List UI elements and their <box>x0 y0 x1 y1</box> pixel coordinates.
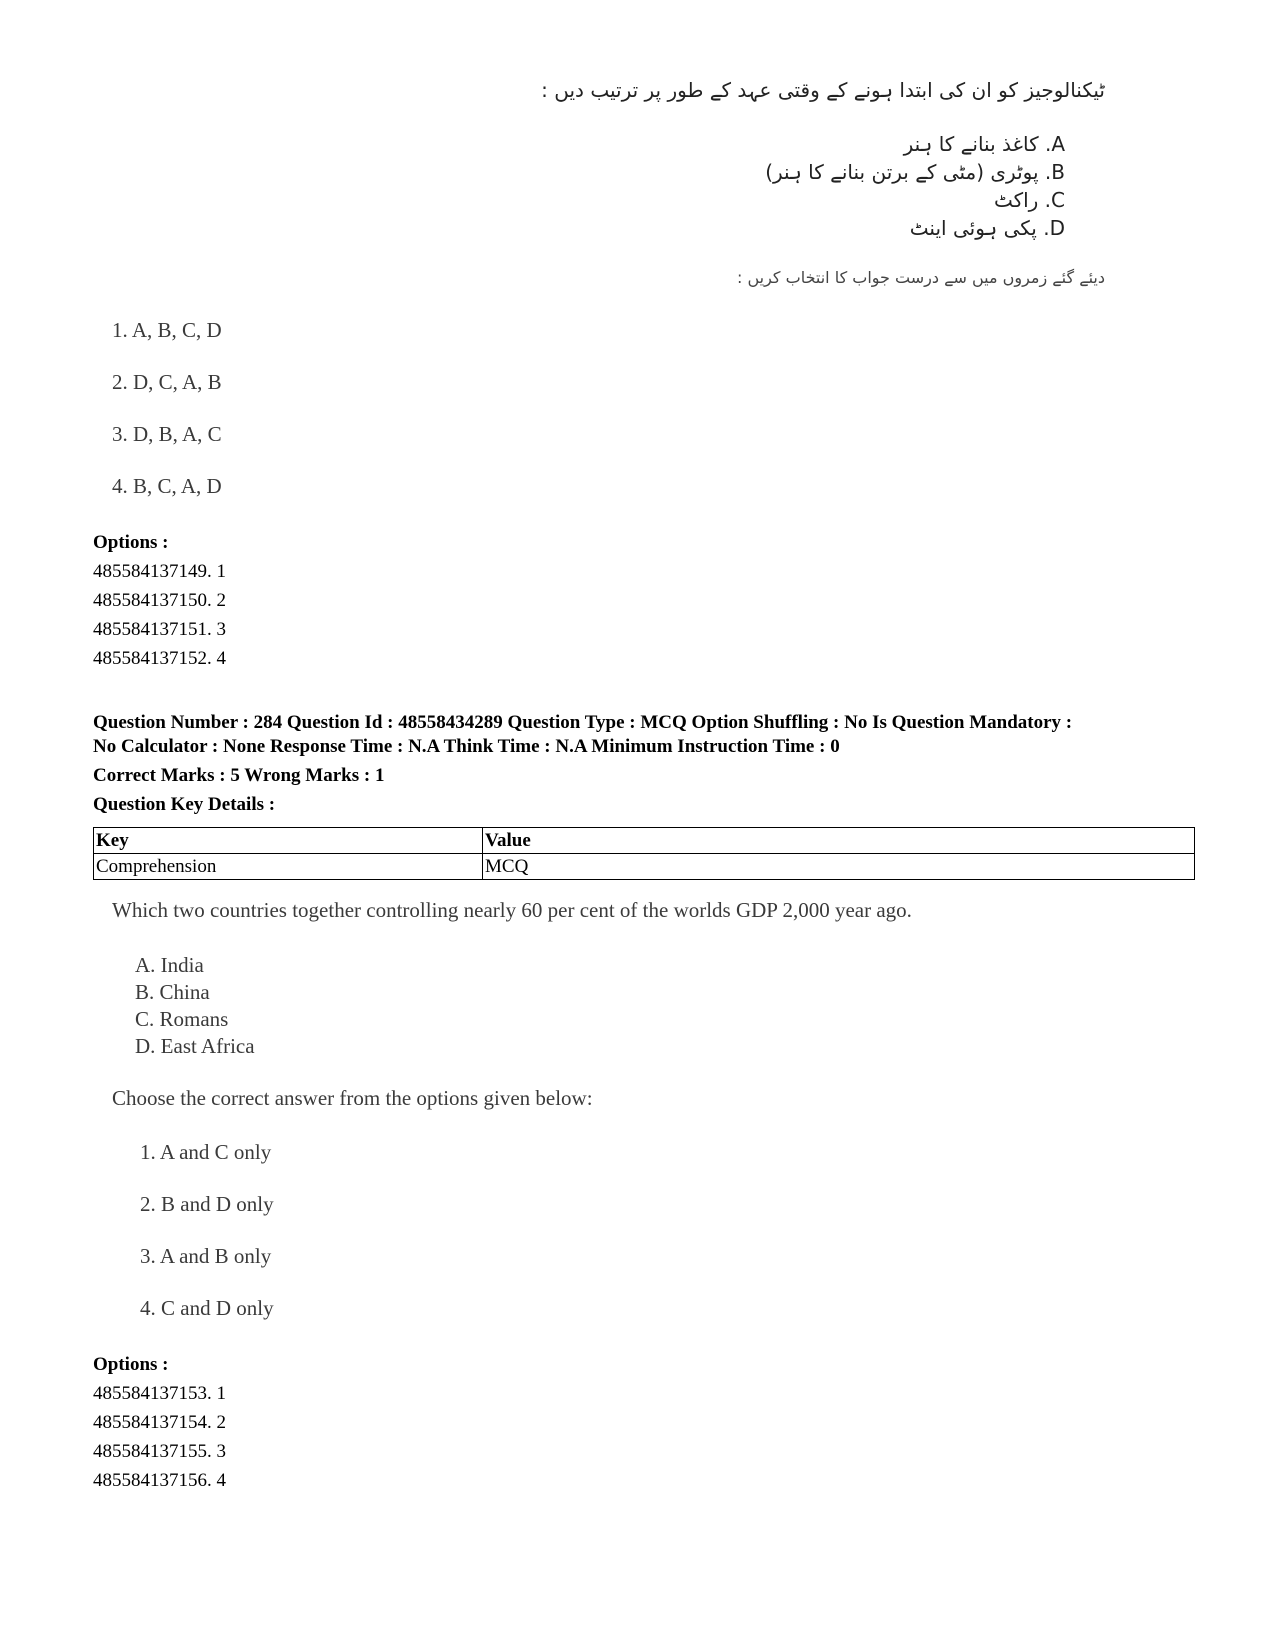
q283-choice-4: 4. B, C, A, D <box>112 474 222 498</box>
table-row <box>94 854 1195 880</box>
q283-option-4: 485584137152. 4 <box>93 648 226 669</box>
q283-options-label: Options : <box>93 532 169 553</box>
question-meta-line-2: No Calculator : None Response Time : N.A Think Time : N.A Minimum Instruction Time : 0 <box>93 736 840 757</box>
q284-item-d: D. East Africa <box>135 1034 255 1058</box>
q283-choice-2: 2. D, C, A, B <box>112 370 222 394</box>
table-cell-value: MCQ <box>483 854 1195 880</box>
table-cell-key: Comprehension <box>94 854 483 880</box>
q283-option-3: 485584137151. 3 <box>93 619 226 640</box>
q283-choice-3: 3. D, B, A, C <box>112 422 222 446</box>
urdu-item-c: C. راکٹ <box>993 188 1065 212</box>
urdu-question-text: ٹیکنالوجیز کو ان کی ابتدا ہونے کے وقتی عہد کے طور پر ترتیب دیں : <box>541 78 1105 102</box>
q283-option-2: 485584137150. 2 <box>93 590 226 611</box>
q284-choice-3: 3. A and B only <box>140 1244 272 1268</box>
q283-choice-1: 1. A, B, C, D <box>112 318 222 342</box>
table-header-key: Key <box>94 828 483 854</box>
q284-instruction: Choose the correct answer from the options given below: <box>112 1086 593 1110</box>
q284-item-a: A. India <box>135 953 204 977</box>
q284-option-4: 485584137156. 4 <box>93 1470 226 1491</box>
q284-choice-2: 2. B and D only <box>140 1192 274 1216</box>
urdu-item-a: A. کاغذ بنانے کا ہنر <box>903 132 1065 156</box>
question-meta-line-1: Question Number : 284 Question Id : 48558434289 Question Type : MCQ Option Shuffling : No Is Question Mandatory : <box>93 712 1073 733</box>
urdu-item-b: B. پوٹری (مٹی کے برتن بنانے کا ہنر) <box>765 160 1065 184</box>
q284-option-2: 485584137154. 2 <box>93 1412 226 1433</box>
q284-question-text: Which two countries together controlling nearly 60 per cent of the worlds GDP 2,000 year ago. <box>112 898 912 922</box>
q284-option-3: 485584137155. 3 <box>93 1441 226 1462</box>
q284-options-label: Options : <box>93 1354 169 1375</box>
q284-choice-1: 1. A and C only <box>140 1140 272 1164</box>
key-details-label: Question Key Details : <box>93 794 276 815</box>
table-header-row <box>94 828 1195 854</box>
urdu-item-d: D. پکی ہوئی اینٹ <box>909 216 1065 240</box>
table-header-value: Value <box>483 828 1195 854</box>
urdu-instruction: دیئے گئے زمروں میں سے درست جواب کا انتخاب کریں : <box>736 268 1105 287</box>
marks-line: Correct Marks : 5 Wrong Marks : 1 <box>93 765 385 786</box>
q283-option-1: 485584137149. 1 <box>93 561 226 582</box>
q284-choice-4: 4. C and D only <box>140 1296 274 1320</box>
q284-option-1: 485584137153. 1 <box>93 1383 226 1404</box>
key-details-table <box>93 827 1195 880</box>
q284-item-b: B. China <box>135 980 210 1004</box>
q284-item-c: C. Romans <box>135 1007 229 1031</box>
